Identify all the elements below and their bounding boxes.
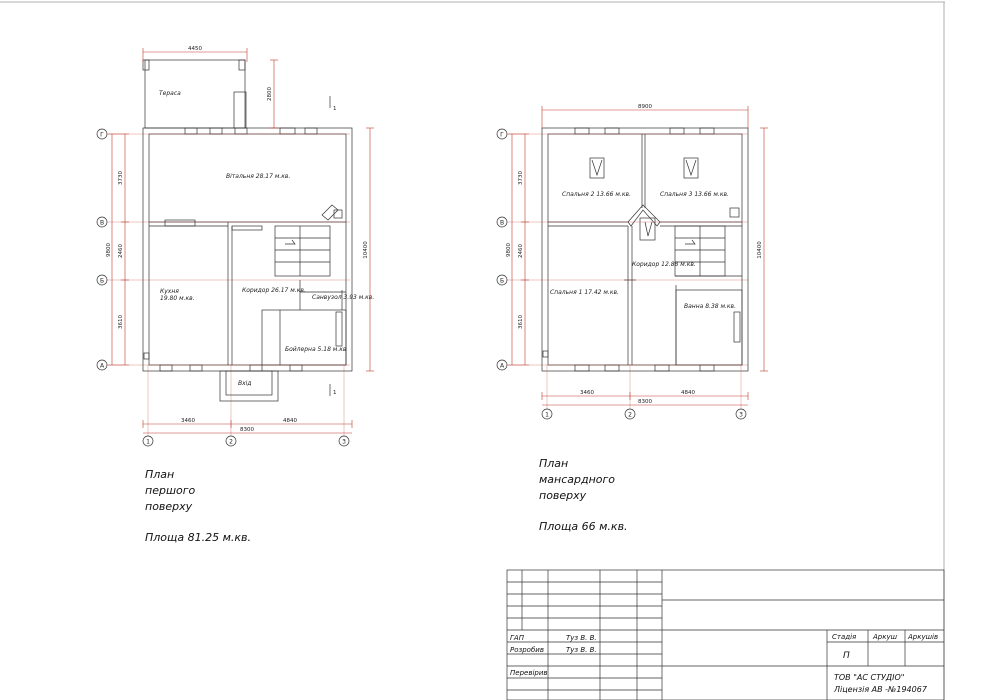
title-block-developer-name: Туз В. В. bbox=[566, 646, 597, 654]
dim-outer-vertical: 9800 bbox=[106, 243, 112, 257]
room-label-bathroom: Санвузол 3.93 м.кв. bbox=[312, 294, 375, 301]
plan1-area: Площа 81.25 м.кв. bbox=[145, 531, 252, 544]
dim-terrace-width: 4450 bbox=[188, 46, 202, 52]
axis-row-label: А bbox=[499, 362, 505, 370]
room-label-kitchen-area: 19.80 м.кв. bbox=[160, 295, 195, 302]
room-label-living: Вітальня 28.17 м.кв. bbox=[226, 173, 291, 180]
title-block-sheet-label: Аркуш bbox=[873, 633, 898, 641]
title-block-gap-name: Туз В. В. bbox=[566, 634, 597, 642]
dim-top-vertical: 3730 bbox=[118, 171, 124, 185]
room-label-bath: Ванна 8.38 м.кв. bbox=[684, 303, 736, 310]
plan1-title-line: поверху bbox=[145, 500, 193, 513]
dim-total-height: 10400 bbox=[363, 241, 369, 259]
room-label-terrace: Тераса bbox=[159, 90, 181, 97]
dim-attic-bottom-vertical: 3610 bbox=[518, 315, 524, 329]
plan2-title-line: План bbox=[539, 457, 569, 470]
room-label-bedroom-2: Спальня 2 13.66 м.кв. bbox=[562, 191, 631, 198]
axis-row-label: А bbox=[99, 362, 105, 370]
title-block-company: ТОВ "АС СТУДІО" bbox=[834, 673, 905, 682]
title-block-stage-value: П bbox=[843, 651, 850, 661]
attic-floor-plan bbox=[542, 128, 748, 371]
room-label-entrance: Вхід bbox=[238, 380, 252, 387]
room-label-bedroom-1: Спальня 1 17.42 м.кв. bbox=[550, 289, 619, 296]
axis-col-label: 1 bbox=[545, 411, 549, 419]
dim-left-width: 3460 bbox=[181, 418, 195, 424]
title-block-sheets-label: Аркушів bbox=[908, 633, 939, 641]
first-floor-stairs bbox=[275, 226, 330, 276]
dim-bottom-vertical: 3610 bbox=[118, 315, 124, 329]
dim-attic-top-vertical: 3730 bbox=[518, 171, 524, 185]
dim-attic-mid-vertical: 2460 bbox=[518, 244, 524, 258]
dim-attic-top-width: 8900 bbox=[638, 104, 652, 110]
room-label-corridor: Коридор 26.17 м.кв. bbox=[242, 287, 306, 294]
axis-row-label: Б bbox=[99, 277, 105, 285]
room-label-bedroom-3: Спальня 3 13.66 м.кв. bbox=[660, 191, 729, 198]
dim-attic-right-width: 4840 bbox=[681, 390, 695, 396]
axis-row-label: Б bbox=[499, 277, 505, 285]
section-mark: 1 bbox=[333, 390, 337, 396]
dim-attic-outer-vertical: 9800 bbox=[506, 243, 512, 257]
plan1-title-line: першого bbox=[145, 484, 196, 497]
title-block-checker-label: Перевірив bbox=[510, 669, 548, 677]
axis-col-label: 1 bbox=[146, 438, 150, 446]
boiler-room-outline bbox=[262, 310, 346, 365]
axis-row-label: В bbox=[99, 219, 105, 227]
first-floor-outer-wall bbox=[143, 128, 352, 371]
axis-row-label: Г bbox=[100, 131, 104, 139]
plan2-area: Площа 66 м.кв. bbox=[539, 520, 628, 533]
room-label-kitchen: Кухня bbox=[160, 288, 179, 295]
dim-terrace-height: 2800 bbox=[267, 87, 273, 101]
dim-attic-total-height: 10400 bbox=[757, 241, 763, 259]
room-label-attic-corridor: Коридор 12.88 м.кв. bbox=[632, 261, 696, 268]
plan2-title-line: мансардного bbox=[539, 473, 616, 486]
dim-attic-total-width: 8300 bbox=[638, 399, 652, 405]
plan1-title-line: План bbox=[145, 468, 175, 481]
title-block-stage-label: Стадія bbox=[832, 633, 857, 641]
bath-outline bbox=[676, 290, 742, 365]
axis-row-label: В bbox=[499, 219, 505, 227]
axis-col-label: 2 bbox=[628, 411, 632, 419]
attic-axis-bubbles bbox=[497, 129, 746, 419]
section-mark: 1 bbox=[333, 106, 337, 112]
dim-right-width: 4840 bbox=[283, 418, 297, 424]
dim-total-width: 8300 bbox=[240, 427, 254, 433]
dim-mid-vertical: 2460 bbox=[118, 244, 124, 258]
title-block-license: Ліцензія АВ -№194067 bbox=[834, 685, 927, 694]
dim-attic-left-width: 3460 bbox=[580, 390, 594, 396]
title-block-gap-label: ГАП bbox=[510, 634, 524, 642]
axis-col-label: 3 bbox=[342, 438, 346, 446]
room-label-boiler: Бойлерна 5.18 м.кв bbox=[285, 346, 347, 353]
first-floor-axis-bubbles bbox=[97, 129, 349, 446]
plan2-title-line: поверху bbox=[539, 489, 587, 502]
title-block-developer-label: Розробив bbox=[510, 646, 544, 654]
axis-col-label: 3 bbox=[739, 411, 743, 419]
axis-row-label: Г bbox=[500, 131, 504, 139]
axis-col-label: 2 bbox=[229, 438, 233, 446]
